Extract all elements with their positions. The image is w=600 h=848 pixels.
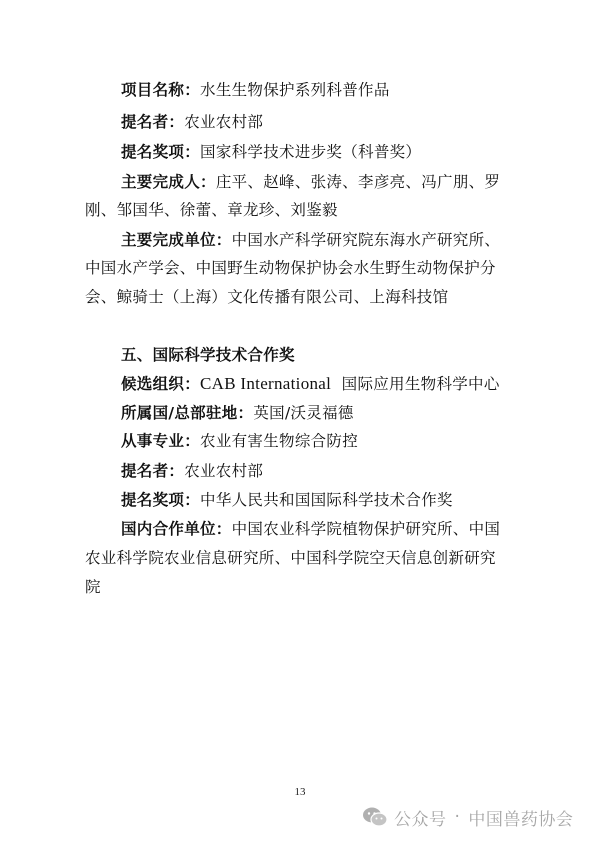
country-value: 英国/沃灵福德 [253, 404, 354, 422]
project-nominator-row [121, 112, 263, 132]
candidate-latin: CAB International [200, 374, 332, 393]
candidate-row [121, 374, 500, 394]
watermark-dot: · [454, 807, 461, 827]
project-people-label: 主要完成人： [121, 173, 216, 191]
project-name-value: 水生生物保护系列科普作品 [200, 81, 390, 99]
project-award-row [121, 142, 421, 162]
partners-line1: 中国农业科学院植物保护研究所、中国 [231, 520, 501, 538]
section5-nominator-value: 农业农村部 [184, 462, 264, 480]
project-people-line2: 刚、邹国华、徐蕾、章龙珍、刘鉴毅 [85, 201, 338, 219]
section5-nominator-label: 提名者： [121, 462, 185, 480]
section5-nominator-row [121, 461, 263, 481]
project-nominator-value: 农业农村部 [184, 113, 264, 131]
section5-award-label: 提名奖项： [121, 491, 201, 509]
project-units-line1: 中国水产科学研究院东海水产研究所、 [231, 231, 501, 249]
project-people-line1: 庄平、赵峰、张涛、李彦亮、冯广朋、罗 [215, 173, 501, 191]
candidate-label: 候选组织： [121, 375, 201, 393]
project-units-row [121, 230, 500, 250]
project-name-row [121, 80, 390, 100]
project-award-value: 国家科学技术进步奖（科普奖） [200, 143, 422, 161]
project-name-label: 项目名称： [121, 81, 201, 99]
project-people-row [121, 172, 500, 192]
field-row [121, 431, 358, 451]
watermark-left: 公众号 [394, 809, 447, 830]
project-units-label: 主要完成单位： [121, 231, 232, 249]
field-label: 从事专业： [121, 432, 201, 450]
partners-line2: 农业科学院农业信息研究所、中国科学院空天信息创新研究 [85, 549, 496, 567]
section5-heading: 五、国际科学技术合作奖 [121, 346, 295, 364]
section5-award-value: 中华人民共和国国际科学技术合作奖 [200, 491, 453, 509]
partners-line3: 院 [85, 578, 101, 596]
partners-row [121, 519, 500, 539]
country-row [121, 403, 354, 423]
watermark [362, 803, 573, 831]
field-value: 农业有害生物综合防控 [200, 432, 359, 450]
project-units-line2: 中国水产学会、中国野生动物保护协会水生野生动物保护分 [85, 259, 496, 277]
project-nominator-label: 提名者： [121, 113, 185, 131]
page-number: 13 [294, 786, 306, 798]
wechat-icon [362, 806, 388, 828]
partners-label: 国内合作单位： [121, 520, 232, 538]
watermark-right: 中国兽药协会 [468, 809, 574, 830]
project-units-line3: 会、鲸骑士（上海）文化传播有限公司、上海科技馆 [85, 288, 449, 306]
section5-award-row [121, 490, 453, 510]
project-award-label: 提名奖项： [121, 143, 201, 161]
candidate-cn: 国际应用生物科学中心 [341, 375, 500, 393]
country-label: 所属国/总部驻地： [121, 404, 254, 422]
